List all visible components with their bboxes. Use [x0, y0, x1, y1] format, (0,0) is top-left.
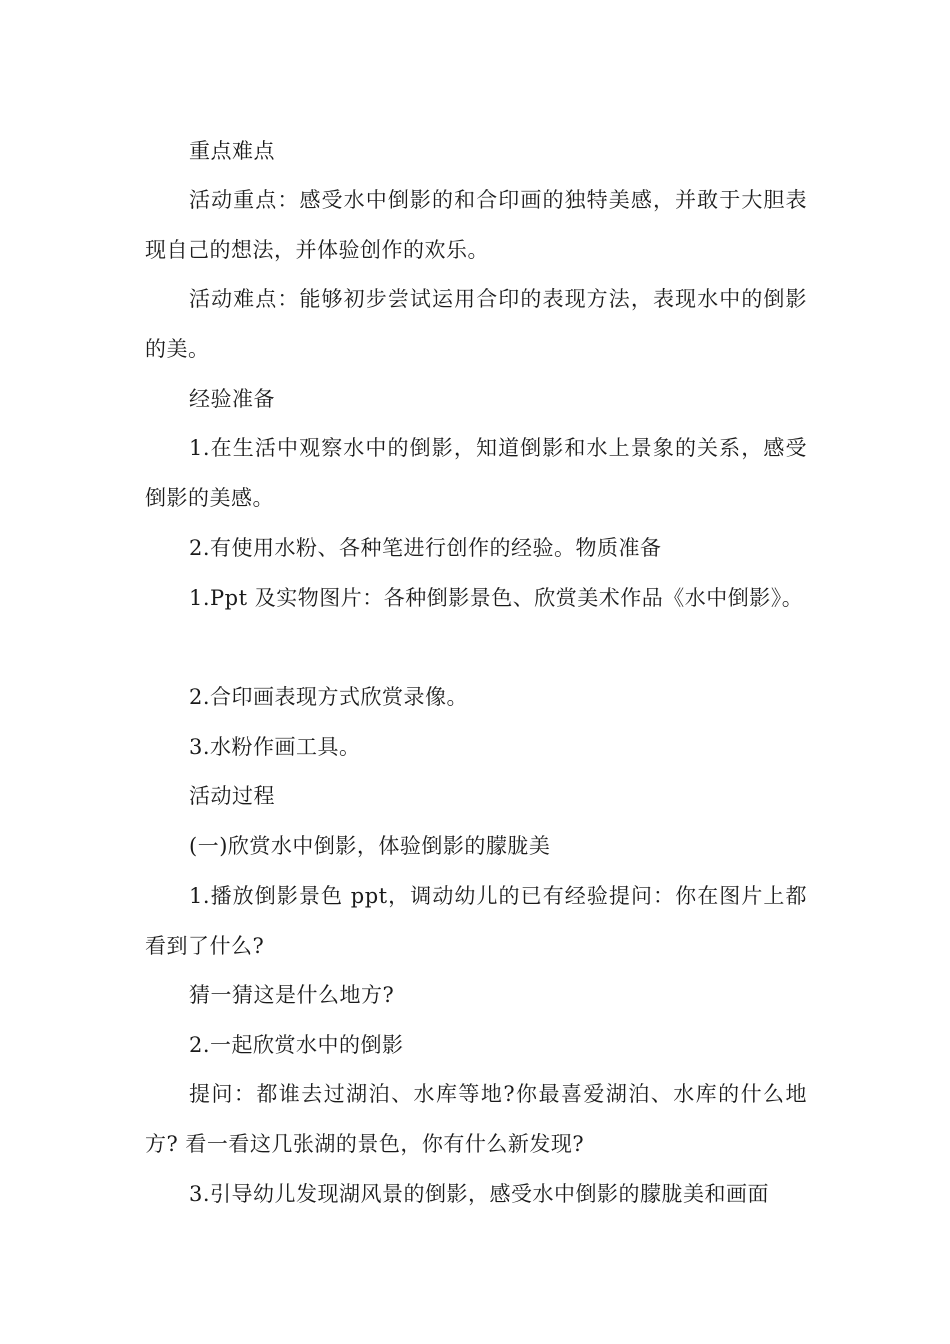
- paragraph-experience-2: 2.有使用水粉、各种笔进行创作的经验。物质准备: [189, 536, 662, 560]
- paragraph-experience-1: 1.在生活中观察水中的倒影，知道倒影和水上景象的关系，感受倒影的美感。: [145, 436, 807, 510]
- paragraph-step-1: 1.播放倒影景色 ppt，调动幼儿的已有经验提问：你在图片上都看到了什么?: [145, 884, 807, 958]
- heading-key-points: 重点难点: [189, 139, 275, 163]
- heading-activity-process: 活动过程: [189, 784, 275, 808]
- paragraph-question: 提问：都谁去过湖泊、水库等地?你最喜爱湖泊、水库的什么地方? 看一看这几张湖的景色，你有什么新发现?: [145, 1082, 807, 1156]
- heading-section-one: (一)欣赏水中倒影，体验倒影的朦胧美: [189, 834, 551, 858]
- paragraph-material-3: 3.水粉作画工具。: [189, 735, 361, 759]
- paragraph-step-3: 3.引导幼儿发现湖风景的倒影，感受水中倒影的朦胧美和画面: [189, 1182, 770, 1206]
- paragraph-activity-focus: 活动重点：感受水中倒影的和合印画的独特美感，并敢于大胆表现自己的想法，并体验创作的欢乐。: [145, 188, 807, 262]
- paragraph-material-2: 2.合印画表现方式欣赏录像。: [189, 685, 469, 709]
- paragraph-guess: 猜一猜这是什么地方?: [189, 983, 395, 1007]
- paragraph-activity-difficulty: 活动难点：能够初步尝试运用合印的表现方法，表现水中的倒影的美。: [145, 287, 807, 361]
- heading-experience-prep: 经验准备: [189, 387, 275, 411]
- paragraph-material-1: 1.Ppt 及实物图片：各种倒影景色、欣赏美术作品《水中倒影》。: [189, 586, 804, 610]
- paragraph-step-2: 2.一起欣赏水中的倒影: [189, 1033, 404, 1057]
